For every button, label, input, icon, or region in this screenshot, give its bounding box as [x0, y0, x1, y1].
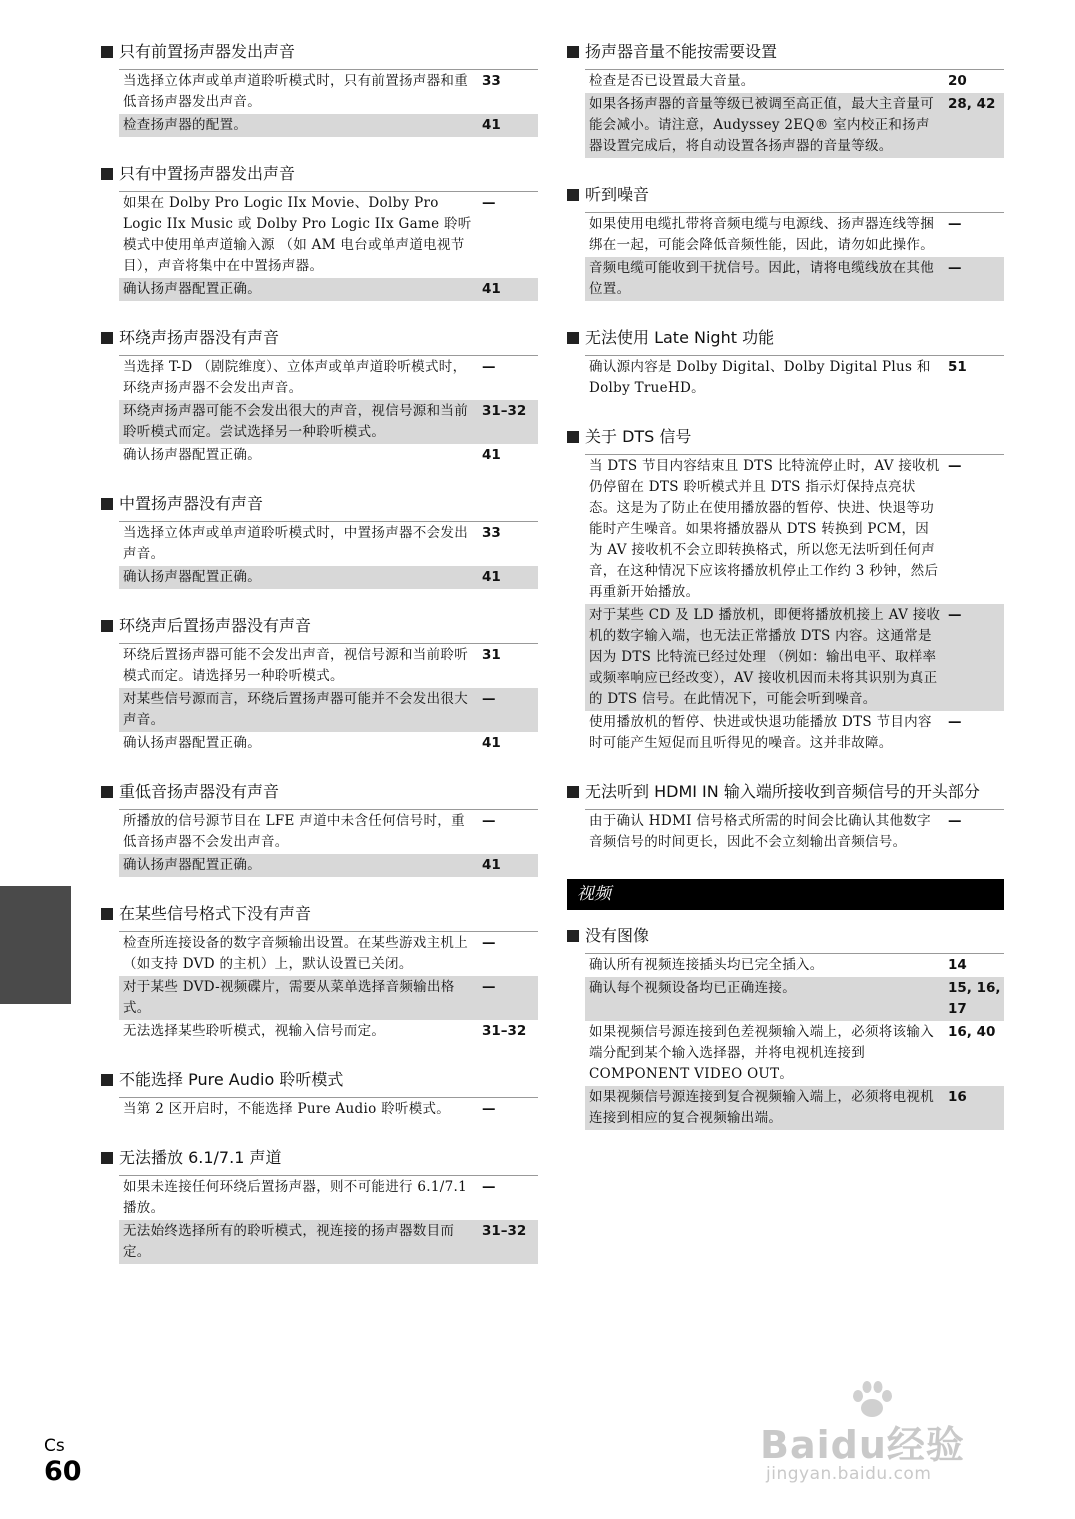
page-reference: —: [948, 216, 962, 232]
solution-text: 对某些信号源而言，环绕后置扬声器可能并不会发出很大声音。: [123, 691, 468, 728]
table-row: [585, 93, 1004, 158]
solution-table: [585, 953, 1004, 1130]
troubleshoot-section: [101, 902, 538, 1043]
troubleshoot-section: [567, 326, 1004, 400]
page-number: 60: [44, 1456, 82, 1487]
table-row: [119, 854, 538, 877]
page-reference: —: [482, 691, 496, 707]
solution-table: [585, 355, 1004, 400]
solution-table: [585, 212, 1004, 301]
solution-table: [119, 1175, 538, 1264]
square-bullet-icon: [101, 620, 113, 632]
square-bullet-icon: [567, 930, 579, 942]
solution-table: [585, 454, 1004, 755]
section-heading: [101, 326, 538, 350]
troubleshoot-section: [101, 1068, 538, 1121]
page-reference: 16: [948, 1089, 967, 1105]
page-reference: 31: [482, 647, 501, 663]
page-reference: 16, 40: [948, 1024, 996, 1040]
table-row: [119, 810, 538, 854]
page-reference: 41: [482, 281, 501, 297]
table-row: [585, 604, 1004, 711]
page-reference: 41: [482, 569, 501, 585]
table-row: [585, 810, 1004, 854]
table-row: [119, 114, 538, 137]
page-reference: —: [482, 359, 496, 375]
solution-text: 使用播放机的暂停、快进或快退功能播放 DTS 节目内容时可能产生短促而且听得见的噪音。这并非故障。: [589, 714, 932, 751]
solution-text: 如果视频信号源连接到复合视频输入端上，必须将电视机连接到相应的复合视频输出端。: [589, 1089, 934, 1126]
solution-table: [119, 69, 538, 137]
section-heading: [101, 1068, 538, 1092]
solution-text: 如果在 Dolby Pro Logic IIx Movie、Dolby Pro Logic IIx Music 或 Dolby Pro Logic IIx Game 聆听模式中使用单声道输入源 （如 AM 电台或单声道电视节目），声音将集中在中置扬声器。: [123, 195, 472, 274]
solution-text: 检查扬声器的配置。: [123, 117, 248, 133]
solution-text: 确认每个视频设备均已正确连接。: [589, 980, 796, 996]
solution-text: 无法始终选择所有的聆听模式，视连接的扬声器数目而定。: [123, 1223, 455, 1260]
table-row: [119, 444, 538, 467]
troubleshoot-section: [567, 425, 1004, 755]
solution-text: 确认扬声器配置正确。: [123, 281, 261, 297]
table-row: [585, 1021, 1004, 1086]
table-row: [119, 932, 538, 976]
table-row: [119, 1176, 538, 1220]
page-reference: 31–32: [482, 1023, 527, 1039]
page-reference: —: [482, 1179, 496, 1195]
table-row: [119, 1020, 538, 1043]
page-reference: 28, 42: [948, 96, 996, 112]
page-reference: —: [482, 979, 496, 995]
section-title: 在某些信号格式下没有声音: [119, 904, 312, 923]
table-row: [119, 976, 538, 1020]
solution-table: [119, 1097, 538, 1121]
solution-text: 对于某些 DVD-视频碟片，需要从菜单选择音频输出格式。: [123, 979, 455, 1016]
page-reference: —: [482, 1101, 496, 1117]
solution-table: [585, 69, 1004, 158]
solution-text: 检查所连接设备的数字音频输出设置。在某些游戏主机上 （如支持 DVD 的主机）上，默认设置已关闭。: [123, 935, 468, 972]
solution-text: 如果各扬声器的音量等级已被调至高正值，最大主音量可能会减小。请注意，Audyssey 2EQ® 室内校正和扬声器设置完成后，将自动设置各扬声器的音量等级。: [589, 96, 934, 154]
page-reference: 41: [482, 857, 501, 873]
section-heading: [101, 614, 538, 638]
solution-text: 如果使用电缆扎带将音频电缆与电源线、扬声器连线等捆绑在一起，可能会降低音频性能，因此，请勿如此操作。: [589, 216, 934, 253]
solution-table: [585, 809, 1004, 854]
square-bullet-icon: [567, 46, 579, 58]
table-row: [585, 455, 1004, 604]
troubleshoot-section: [101, 492, 538, 589]
solution-text: 当选择立体声或单声道聆听模式时，只有前置扬声器和重低音扬声器发出声音。: [123, 73, 468, 110]
solution-text: 由于确认 HDMI 信号格式所需的时间会比确认其他数字音频信号的时间更长，因此不会立刻输出音频信号。: [589, 813, 931, 850]
section-title: 中置扬声器没有声音: [119, 494, 264, 513]
page-reference: 33: [482, 73, 501, 89]
square-bullet-icon: [101, 1152, 113, 1164]
page-reference: —: [948, 813, 962, 829]
table-row: [585, 711, 1004, 755]
page-reference: 41: [482, 117, 501, 133]
table-row: [119, 522, 538, 566]
table-row: [119, 732, 538, 755]
square-bullet-icon: [567, 189, 579, 201]
square-bullet-icon: [101, 786, 113, 798]
video-sections: [567, 924, 1004, 1130]
solution-table: [119, 643, 538, 755]
section-title: 环绕声扬声器没有声音: [119, 328, 280, 347]
troubleshoot-section: [567, 183, 1004, 301]
square-bullet-icon: [101, 1074, 113, 1086]
solution-text: 当选择立体声或单声道聆听模式时，中置扬声器不会发出声音。: [123, 525, 468, 562]
page-reference: 31–32: [482, 1223, 527, 1239]
page-reference: —: [482, 813, 496, 829]
square-bullet-icon: [101, 46, 113, 58]
table-row: [119, 278, 538, 301]
table-row: [119, 566, 538, 589]
solution-text: 确认扬声器配置正确。: [123, 569, 261, 585]
section-title: 不能选择 Pure Audio 聆听模式: [119, 1070, 344, 1089]
section-title: 无法听到 HDMI IN 输入端所接收到音频信号的开头部分: [585, 782, 980, 801]
table-row: [585, 70, 1004, 93]
audio-sections-right: [567, 40, 1004, 854]
square-bullet-icon: [101, 332, 113, 344]
section-title: 只有前置扬声器发出声音: [119, 42, 296, 61]
table-row: [119, 688, 538, 732]
right-column: [567, 40, 1004, 1155]
section-title: 没有图像: [585, 926, 650, 945]
table-row: [585, 977, 1004, 1021]
section-heading: [101, 1146, 538, 1170]
page-reference: 51: [948, 359, 967, 375]
page-reference: —: [948, 260, 962, 276]
section-heading: [567, 924, 1004, 948]
section-title: 扬声器音量不能按需要设置: [585, 42, 778, 61]
solution-text: 确认扬声器配置正确。: [123, 735, 261, 751]
solution-table: [119, 521, 538, 589]
section-heading: [101, 780, 538, 804]
page-reference: 15, 16, 17: [948, 980, 1001, 1017]
watermark-logo-text: Baidu经验: [760, 1423, 965, 1467]
section-heading: [101, 40, 538, 64]
solution-text: 当第 2 区开启时，不能选择 Pure Audio 聆听模式。: [123, 1101, 451, 1117]
table-row: [585, 356, 1004, 400]
square-bullet-icon: [101, 498, 113, 510]
solution-text: 检查是否已设置最大音量。: [589, 73, 755, 89]
troubleshoot-section: [101, 162, 538, 301]
table-row: [119, 356, 538, 400]
page-reference: 41: [482, 447, 501, 463]
watermark-url: jingyan.baidu.com: [766, 1464, 932, 1484]
section-heading: [567, 425, 1004, 449]
solution-text: 当 DTS 节目内容结束且 DTS 比特流停止时，AV 接收机仍停留在 DTS 聆听模式并且 DTS 指示灯保持点亮状态。这是为了防止在使用播放器的暂停、快进、快退等功能时产生噪音。如果将播放器从 DTS 转换到 PCM，因为 AV 接收机不会立即转换格式，所以您无法听到任何声音，在这种情况下应该将播放机停止工作约 3 秒钟，然后再重新开始播放。: [589, 458, 940, 600]
troubleshoot-section: [567, 780, 1004, 854]
language-code: Cs: [44, 1436, 65, 1456]
square-bullet-icon: [567, 332, 579, 344]
troubleshoot-section: [101, 40, 538, 137]
section-title: 环绕声后置扬声器没有声音: [119, 616, 312, 635]
page-reference: 41: [482, 735, 501, 751]
section-title: 听到噪音: [585, 185, 650, 204]
troubleshoot-section: [101, 780, 538, 877]
square-bullet-icon: [101, 168, 113, 180]
solution-text: 音频电缆可能收到干扰信号。因此，请将电缆线放在其他位置。: [589, 260, 934, 297]
section-heading: [567, 40, 1004, 64]
section-heading: [567, 326, 1004, 350]
page-reference: —: [482, 195, 496, 211]
solution-text: 当选择 T-D （剧院维度）、立体声或单声道聆听模式时，环绕声扬声器不会发出声音。: [123, 359, 467, 396]
solution-table: [119, 809, 538, 877]
solution-table: [119, 191, 538, 301]
table-row: [119, 1098, 538, 1121]
section-title: 无法播放 6.1/7.1 声道: [119, 1148, 282, 1167]
section-heading: [567, 780, 1004, 804]
page-footer: [44, 1436, 82, 1488]
table-row: [585, 954, 1004, 977]
section-heading: [101, 162, 538, 186]
section-title: 只有中置扬声器发出声音: [119, 164, 296, 183]
section-heading: [101, 902, 538, 926]
table-row: [119, 644, 538, 688]
table-row: [119, 192, 538, 278]
troubleshoot-section: [101, 1146, 538, 1264]
section-heading: [567, 183, 1004, 207]
page-reference: 33: [482, 525, 501, 541]
page-reference: 20: [948, 73, 967, 89]
solution-text: 环绕后置扬声器可能不会发出声音，视信号源和当前聆听模式而定。请选择另一种聆听模式。: [123, 647, 468, 684]
page-reference: —: [948, 458, 962, 474]
square-bullet-icon: [567, 431, 579, 443]
square-bullet-icon: [567, 786, 579, 798]
table-row: [119, 1220, 538, 1264]
section-title: 关于 DTS 信号: [585, 427, 692, 446]
troubleshoot-section: [101, 326, 538, 467]
solution-text: 如果视频信号源连接到色差视频输入端上，必须将该输入端分配到某个输入选择器，并将电视机连接到 COMPONENT VIDEO OUT。: [589, 1024, 934, 1082]
solution-table: [119, 355, 538, 467]
table-row: [119, 400, 538, 444]
solution-text: 确认源内容是 Dolby Digital、Dolby Digital Plus 和 Dolby TrueHD。: [589, 359, 931, 396]
solution-text: 环绕声扬声器可能不会发出很大的声音，视信号源和当前聆听模式而定。尝试选择另一种聆听模式。: [123, 403, 468, 440]
troubleshoot-section: [567, 40, 1004, 158]
solution-text: 无法选择某些聆听模式，视输入信号而定。: [123, 1023, 386, 1039]
section-title: 重低音扬声器没有声音: [119, 782, 280, 801]
solution-text: 对于某些 CD 及 LD 播放机，即便将播放机接上 AV 接收机的数字输入端，也无法正常播放 DTS 内容。这通常是因为 DTS 比特流已经过处理 （例如：输出电平、取样率或频率响应已经改变），AV 接收机因而未将其识别为真正的 DTS 信号。在此情况下，可能会听到噪音。: [589, 607, 941, 707]
chapter-tab: [0, 886, 71, 1004]
solution-text: 确认扬声器配置正确。: [123, 447, 261, 463]
baidu-watermark: [760, 1380, 1020, 1490]
solution-text: 确认扬声器配置正确。: [123, 857, 261, 873]
page-reference: —: [482, 935, 496, 951]
solution-table: [119, 931, 538, 1043]
page-reference: 31–32: [482, 403, 527, 419]
table-row: [119, 70, 538, 114]
solution-text: 如果未连接任何环绕后置扬声器，则不可能进行 6.1/7.1 播放。: [123, 1179, 467, 1216]
page-reference: 14: [948, 957, 967, 973]
table-row: [585, 257, 1004, 301]
table-row: [585, 213, 1004, 257]
solution-text: 确认所有视频连接插头均已完全插入。: [589, 957, 824, 973]
section-heading: [101, 492, 538, 516]
table-row: [585, 1086, 1004, 1130]
solution-text: 所播放的信号源节目在 LFE 声道中未含任何信号时，重低音扬声器不会发出声音。: [123, 813, 465, 850]
page-reference: —: [948, 714, 962, 730]
left-column: [101, 40, 538, 1289]
troubleshoot-section: [567, 924, 1004, 1130]
troubleshoot-section: [101, 614, 538, 755]
section-title: 无法使用 Late Night 功能: [585, 328, 775, 347]
video-section-bar: 视频: [567, 879, 1004, 910]
square-bullet-icon: [101, 908, 113, 920]
page-reference: —: [948, 607, 962, 623]
